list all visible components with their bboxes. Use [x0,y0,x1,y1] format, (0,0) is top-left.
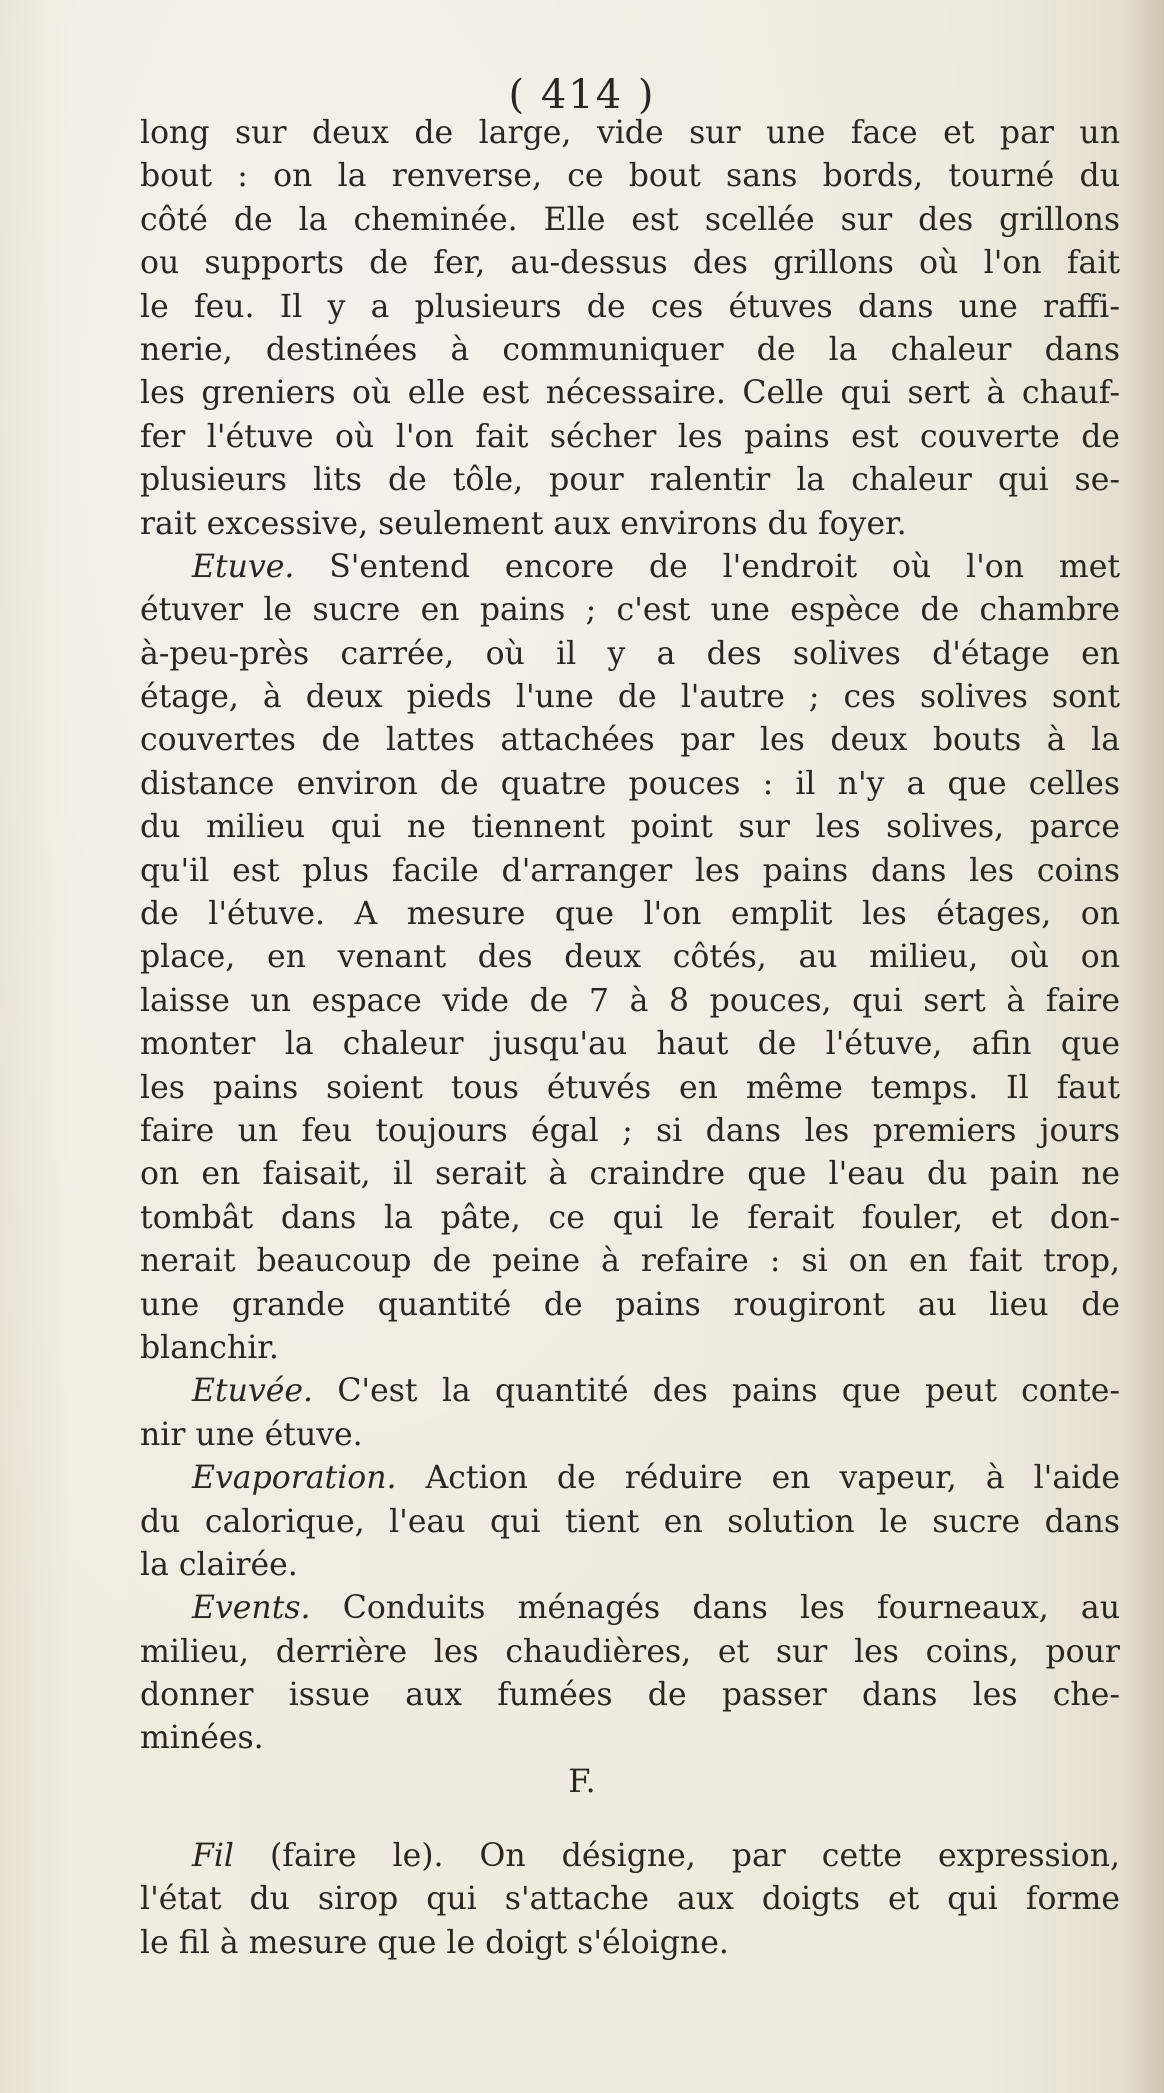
text-line [140,1501,1120,1544]
line-text: ou supports de fer, au-dessus des grillons où l'on fait [140,245,1120,282]
line-text: étage, à deux pieds l'une de l'autre ; ces solives sont [140,679,1120,716]
line-text: (faire le). On désigne, par cette expression, [234,1838,1120,1874]
text-line [140,1457,1120,1500]
line-text: S'entend encore de l'endroit où l'on met [294,548,1120,585]
text-line [140,1674,1120,1717]
line-text: plusieurs lits de tôle, pour ralentir la chaleur qui se- [140,462,1120,499]
line-text: Conduits ménagés dans les fourneaux, au [310,1590,1120,1627]
text-line [140,1587,1120,1630]
text-line [140,980,1120,1023]
line-text: étuver le sucre en pains ; c'est une espèce de chambre [140,592,1120,629]
line-text: minées. [140,1720,264,1757]
text-line [140,850,1120,893]
line-text: laisse un espace vide de 7 à 8 pouces, qui sert à faire [140,982,1120,1019]
text-line [140,199,1120,242]
section-f-text-block [140,1835,1120,1965]
line-text: milieu, derrière les chaudières, et sur les coins, pour [140,1633,1120,1670]
text-line [140,372,1120,415]
text-line [140,242,1120,285]
line-text: à-peu-près carrée, où il y a des solives d'étage en [140,635,1120,672]
line-text: bout : on la renverse, ce bout sans bords, tourné du [140,158,1120,195]
line-text: long sur deux de large, vide sur une face et par un [140,115,1120,151]
entry-term: Evaporation. [192,1460,397,1497]
section-heading: F. [568,1762,596,1800]
line-text: on en faisait, il serait à craindre que l'eau du pain ne [140,1156,1120,1193]
text-line [140,1414,1120,1457]
text-line [140,1284,1120,1327]
text-line [140,1153,1120,1196]
line-text: nerie, destinées à communiquer de la chaleur dans [140,331,1120,368]
main-text-block [140,112,1120,1761]
line-text: l'état du sirop qui s'attache aux doigts et qui forme [140,1881,1120,1918]
page-number: ( 414 ) [508,72,656,118]
text-line [140,1067,1120,1110]
text-line [140,329,1120,372]
line-text: qu'il est plus facile d'arranger les pains dans les coins [140,852,1120,889]
line-text: rait excessive, seulement aux environs du foyer. [140,505,907,542]
entry-term: Fil [192,1838,235,1874]
line-text: nir une étuve. [140,1416,363,1453]
text-line [140,589,1120,632]
line-text: la clairée. [140,1546,298,1583]
line-text: donner issue aux fumées de passer dans les che- [140,1677,1120,1714]
text-line [140,155,1120,198]
entry-term: Events. [192,1590,311,1627]
text-line [140,1717,1120,1760]
line-text: tombât dans la pâte, ce qui le ferait fouler, et don- [140,1199,1120,1236]
line-text: nerait beaucoup de peine à refaire : si on en fait trop, [140,1243,1120,1280]
text-line [140,893,1120,936]
text-line [140,719,1120,762]
line-text: une grande quantité de pains rougiront au lieu de [140,1286,1120,1323]
line-text: blanchir. [140,1329,279,1366]
line-text: C'est la quantité des pains que peut conte- [313,1373,1120,1410]
text-line [140,676,1120,719]
line-text: Action de réduire en vapeur, à l'aide [396,1460,1120,1497]
text-line [140,1023,1120,1066]
text-line [140,936,1120,979]
text-line [140,1197,1120,1240]
text-line [140,633,1120,676]
line-text: fer l'étuve où l'on fait sécher les pains est couverte de [140,418,1120,455]
text-line [140,1370,1120,1413]
text-line [140,1631,1120,1674]
line-text: du milieu qui ne tiennent point sur les solives, parce [140,809,1120,846]
line-text: les pains soient tous étuvés en même temps. Il faut [140,1069,1120,1106]
entry-term: Etuvée. [192,1373,314,1410]
line-text: côté de la cheminée. Elle est scellée sur des grillons [140,201,1120,238]
text-line [140,1544,1120,1587]
entry-term: Etuve. [192,548,295,585]
line-text: faire un feu toujours égal ; si dans les premiers jours [140,1112,1120,1149]
line-text: le fil à mesure que le doigt s'éloigne. [140,1924,729,1961]
text-line [140,416,1120,459]
text-line [140,1922,1120,1965]
text-line [140,763,1120,806]
line-text: place, en venant des deux côtés, au milieu, où on [140,939,1120,976]
text-line [140,112,1120,155]
text-line [140,1878,1120,1921]
line-text: couvertes de lattes attachées par les deux bouts à la [140,722,1120,759]
text-line [140,1240,1120,1283]
text-line [140,459,1120,502]
text-line [140,1110,1120,1153]
text-line [140,286,1120,329]
text-line [140,546,1120,589]
line-text: distance environ de quatre pouces : il n'y a que celles [140,765,1120,802]
line-text: de l'étuve. A mesure que l'on emplit les étages, on [140,896,1120,933]
text-line [140,1835,1120,1878]
text-line [140,806,1120,849]
line-text: monter la chaleur jusqu'au haut de l'étuve, afin que [140,1026,1120,1063]
line-text: le feu. Il y a plusieurs de ces étuves dans une raffi- [140,288,1120,325]
text-line [140,503,1120,546]
text-line [140,1327,1120,1370]
line-text: les greniers où elle est nécessaire. Celle qui sert à chauf- [140,375,1120,412]
line-text: du calorique, l'eau qui tient en solution le sucre dans [140,1503,1120,1540]
